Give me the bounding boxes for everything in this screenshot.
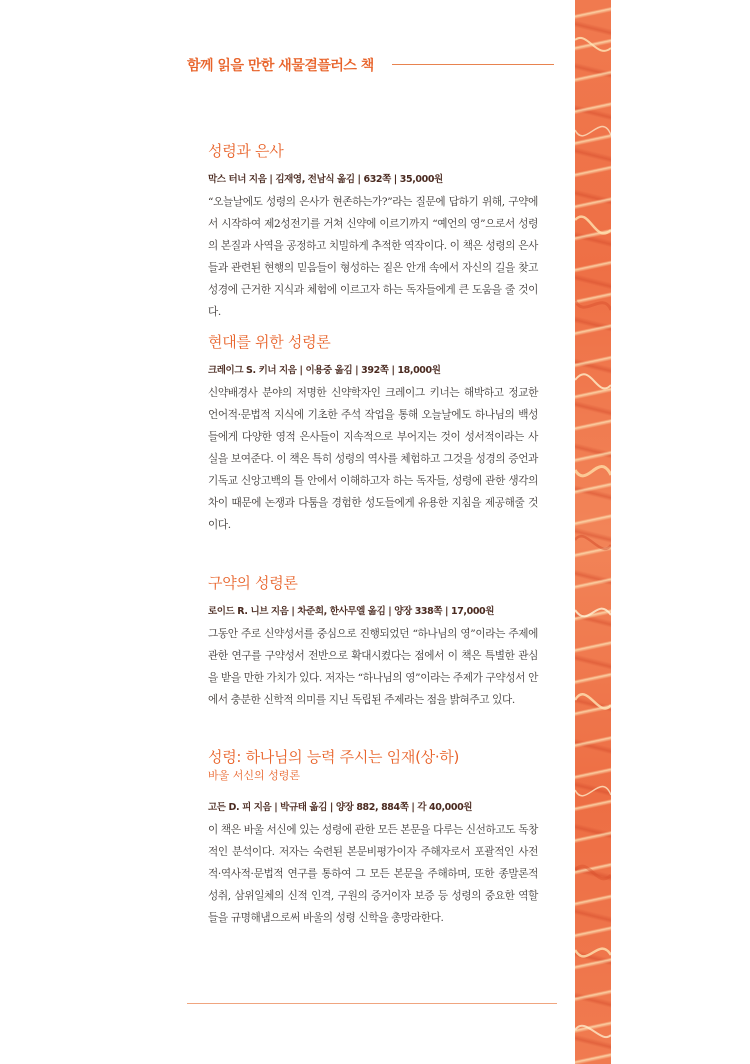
marble-pattern	[575, 0, 611, 1064]
book-title: 성령과 은사	[208, 142, 284, 160]
book-entry	[208, 140, 538, 323]
marbled-side-band	[575, 0, 611, 1064]
book-entry	[208, 331, 538, 536]
book-meta: 고든 D. 피 지음 | 박규태 옮김 | 양장 882, 884쪽 | 각 40,000원	[208, 802, 473, 813]
book-meta: 막스 터너 지음 | 김재영, 전남식 옮김 | 632쪽 | 35,000원	[208, 174, 443, 185]
book-description: “오늘날에도 성령의 은사가 현존하는가?”라는 질문에 답하기 위해, 구약에서 시작하여 제2성전기를 거쳐 신약에 이르기까지 “예언의 영”으로서 성령의 본질과 사역을 공정하고 치밀하게 추적한 역작이다. 이 책은 성령의 은사들과 관련된 현행의 믿음들이 형성하는 짙은 안개 속에서 자신의 길을 찾고 성경에 근거한 지식과 체험에 이르고자 하는 독자들에게 큰 도움을 줄 것이다.	[208, 196, 538, 318]
book-title: 성령: 하나님의 능력 주시는 임재(상·하)	[208, 748, 460, 766]
series-header-title: 함께 읽을 만한 새물결플러스 책	[187, 58, 374, 74]
book-subtitle: 바울 서신의 성령론	[208, 769, 301, 782]
book-description: 이 책은 바울 서신에 있는 성령에 관한 모든 본문을 다루는 신선하고도 독창적인 분석이다. 저자는 숙련된 본문비평가이자 주해자로서 포괄적인 사전적·역사적·문법적 연구를 통하여 그 모든 본문을 주해하며, 또한 종말론적 성취, 삼위일체의 신적 인격, 구원의 증거이자 보증 등 성령의 중요한 역할들을 규명해냄으로써 바울의 성령 신학을 총망라한다.	[208, 824, 538, 924]
book-description: 신약배경사 분야의 저명한 신약학자인 크레이그 키너는 해박하고 정교한 언어적·문법적 지식에 기초한 주석 작업을 통해 오늘날에도 하나님의 백성들에게 다양한 영적 은사들이 지속적으로 부어지는 것이 성서적이라는 사실을 보여준다. 이 책은 특히 성령의 역사를 체험하고 그것을 성경의 증언과 기독교 신앙고백의 틀 안에서 이해하고자 하는 독자들, 성령에 관한 생각의 차이 때문에 논쟁과 다툼을 경험한 성도들에게 유용한 지침을 제공해줄 것이다.	[208, 387, 538, 531]
book-description: 그동안 주로 신약성서를 중심으로 진행되었던 “하나님의 영”이라는 주제에 관한 연구를 구약성서 전반으로 확대시켰다는 점에서 이 책은 특별한 관심을 받을 만한 가치가 있다. 저자는 “하나님의 영”이라는 주제가 구약성서 안에서 충분한 신학적 의미를 지닌 독립된 주제라는 점을 밝혀주고 있다.	[208, 628, 538, 706]
header-rule	[392, 64, 554, 65]
book-entry	[208, 746, 538, 929]
footer-rule	[187, 1003, 557, 1004]
book-meta: 로이드 R. 니브 지음 | 차준희, 한사무엘 옮김 | 양장 338쪽 | 17,000원	[208, 606, 495, 617]
book-title: 구약의 성령론	[208, 574, 298, 592]
book-meta: 크레이그 S. 키너 지음 | 이용중 옮김 | 392쪽 | 18,000원	[208, 365, 441, 376]
book-entry	[208, 572, 538, 711]
book-title: 현대를 위한 성령론	[208, 333, 331, 351]
